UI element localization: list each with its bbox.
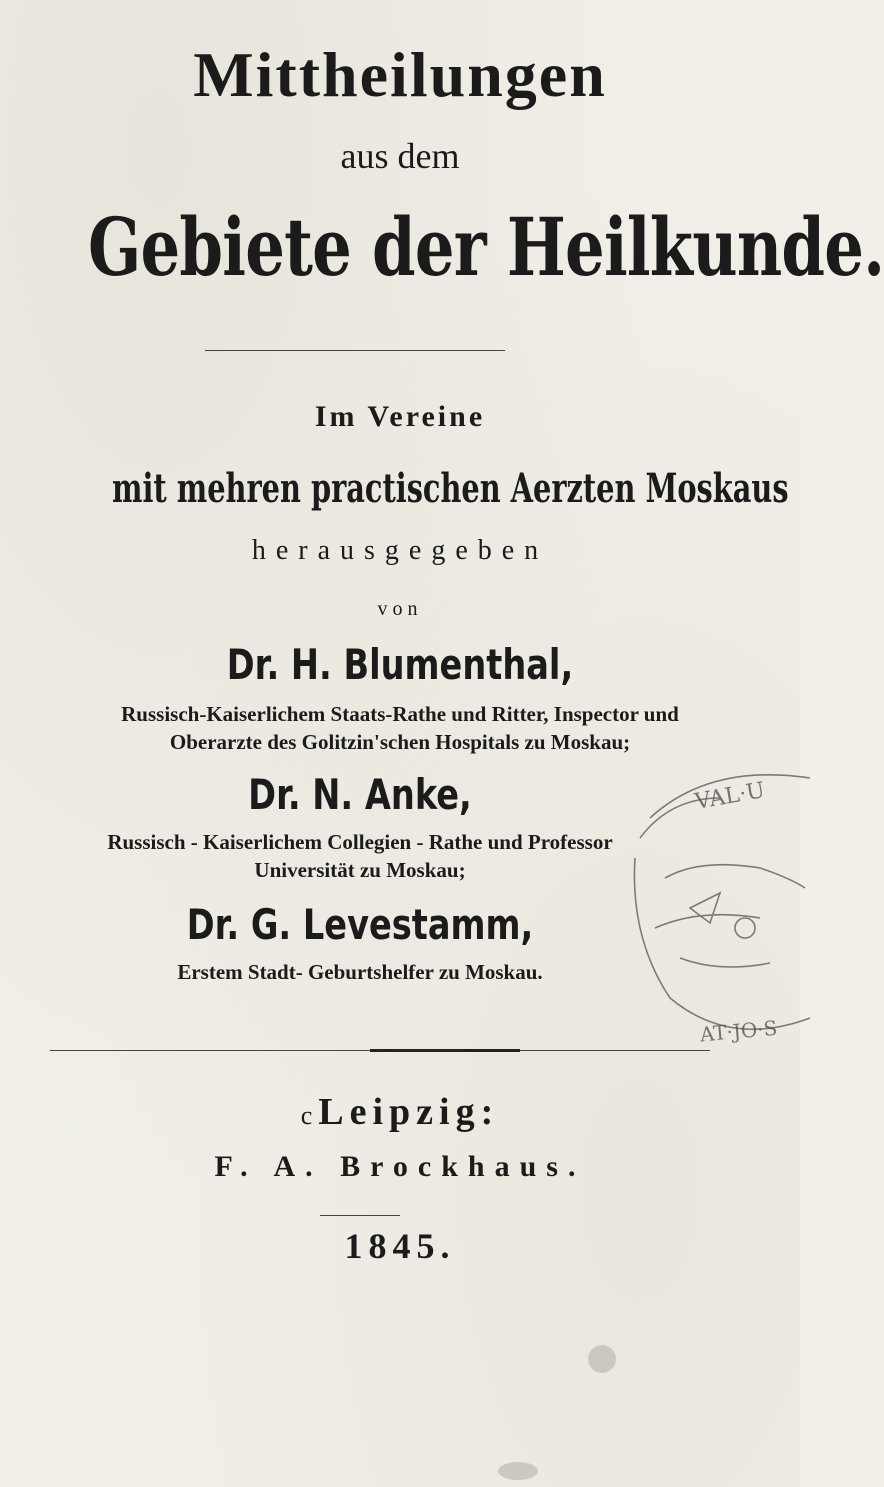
editor-desc-blumenthal-2: Oberarzte des Golitzin'schen Hospitals zu Moskau; — [169, 730, 631, 754]
imprint-place-text: Leipzig: — [318, 1091, 500, 1133]
editor-desc-levestamm: Erstem Stadt- Geburtshelfer zu Moskau. — [177, 960, 543, 984]
editor-name-blumenthal: Dr. H. Blumenthal, — [226, 640, 574, 689]
divider-rule-thick — [370, 1049, 520, 1052]
editor-name-levestamm: Dr. G. Levestamm, — [186, 900, 534, 949]
title-aus-dem: aus dem — [340, 136, 460, 176]
divider-rule — [205, 350, 505, 351]
von: von — [377, 598, 423, 620]
mit-mehren-aerzten: mit mehren practischen Aerzten Moskaus — [112, 465, 789, 512]
title-gebiete-der-heilkunde: Gebiete der Heilkunde. — [88, 200, 884, 294]
ink-blot — [498, 1462, 538, 1480]
editor-desc-anke-2: Universität zu Moskau; — [254, 858, 466, 882]
stamp-bottom-text: AT·JO·S — [698, 1015, 779, 1047]
ink-blot — [588, 1345, 616, 1373]
editor-desc-anke-1: Russisch - Kaiserlichem Collegien - Rathe und Professor — [107, 830, 613, 854]
library-stamp — [610, 758, 810, 1058]
im-vereine: Im Vereine — [314, 400, 486, 433]
herausgegeben: herausgegeben — [251, 535, 549, 566]
editor-name-anke: Dr. N. Anke, — [248, 770, 472, 819]
divider-rule-short — [320, 1215, 400, 1216]
imprint-publisher: F. A. Brockhaus. — [214, 1150, 586, 1183]
title-mittheilungen: Mittheilungen — [193, 39, 607, 110]
imprint-place — [0, 1090, 800, 1134]
imprint-mark: c — [300, 1101, 313, 1130]
imprint-year: 1845. — [344, 1226, 456, 1266]
editor-desc-blumenthal-1: Russisch-Kaiserlichem Staats-Rathe und Ritter, Inspector und — [121, 702, 679, 726]
stamp-top-text: VAL·U — [693, 778, 767, 815]
